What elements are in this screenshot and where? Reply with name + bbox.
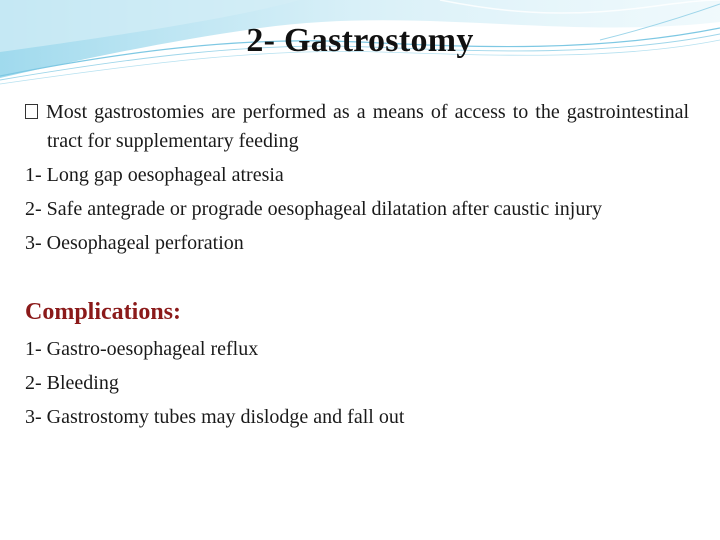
indication-item-1: 1- Long gap oesophageal atresia [25,164,284,186]
complication-item-3: 3- Gastrostomy tubes may dislodge and fall out [25,406,405,428]
slide-body [25,98,689,437]
slide-title: 2- Gastrostomy [246,22,474,59]
complications-heading: Complications: [25,299,181,325]
complication-item-1: 1- Gastro-oesophageal reflux [25,338,259,360]
intro-paragraph [25,98,689,156]
intro-text: Most gastrostomies are performed as a means of access to the gastrointestinal tract for supplementary feeding [46,101,689,152]
complication-item-2: 2- Bleeding [25,372,119,394]
indication-item-3: 3- Oesophageal perforation [25,232,244,254]
square-bullet-icon [25,104,38,119]
indication-item-2: 2- Safe antegrade or prograde oesophageal dilatation after caustic injury [25,198,602,220]
